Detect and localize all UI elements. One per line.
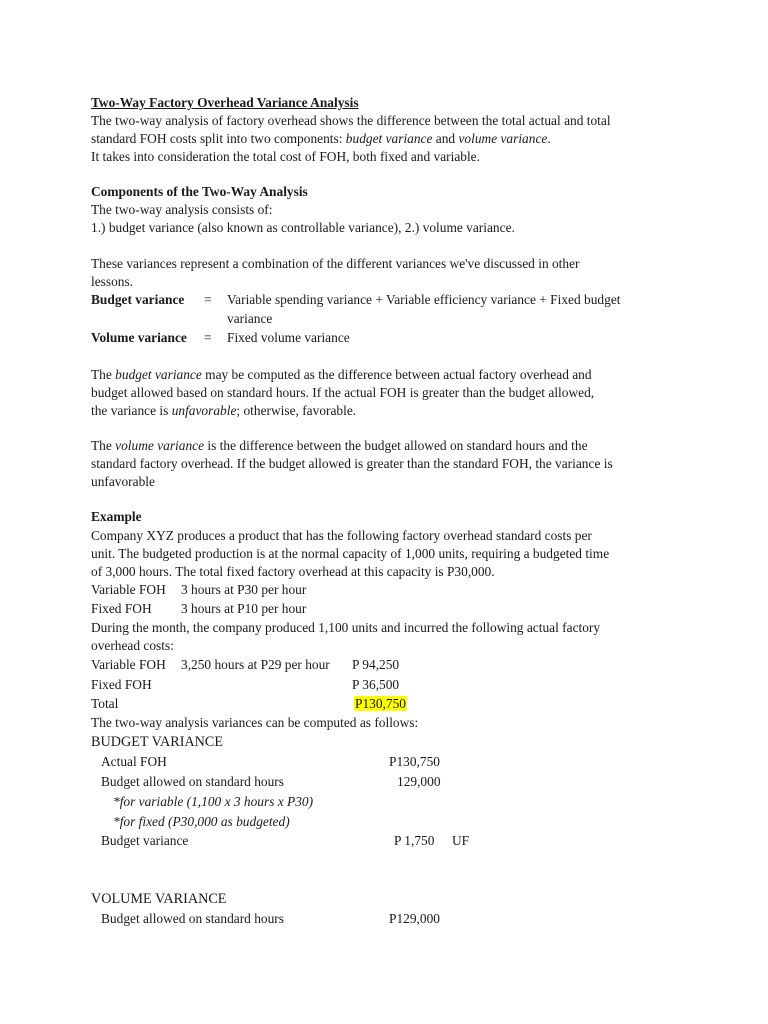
intro-line-1: The two-way analysis of factory overhead shows the difference between the total actual and total: [91, 113, 611, 128]
volume-variance-equals: =: [204, 330, 212, 345]
example-line-3: of 3,000 hours. The total fixed factory overhead at this capacity is P30,000.: [91, 564, 495, 579]
budget-para-line-1: The budget variance may be computed as the difference between actual factory overhead and: [91, 367, 592, 382]
volume-para-line-3: unfavorable: [91, 474, 155, 489]
budget-variance-result-flag: UF: [452, 833, 470, 848]
std-fixed-foh-label: Fixed FOH: [91, 601, 152, 616]
example-line-1: Company XYZ produces a product that has the following factory overhead standard costs per: [91, 528, 592, 543]
budget-variance-result-label: Budget variance: [101, 833, 189, 848]
std-fixed-foh-value: 3 hours at P10 per hour: [181, 601, 307, 616]
intro-line-3: It takes into consideration the total cost of FOH, both fixed and variable.: [91, 149, 480, 164]
budget-variance-equals: =: [204, 292, 212, 307]
example-line-5: overhead costs:: [91, 638, 174, 653]
actual-foh-amount: P130,750: [389, 754, 440, 769]
total-label: Total: [91, 696, 119, 711]
std-variable-foh-label: Variable FOH: [91, 582, 166, 597]
budget-variance-result-amount: P 1,750: [394, 833, 435, 848]
budget-variance-definition: Variable spending variance + Variable efficiency variance + Fixed budget: [227, 292, 621, 307]
volume-budget-allowed-amount: P129,000: [389, 911, 440, 926]
volume-variance-term: Volume variance: [91, 330, 187, 345]
intro-line-2: standard FOH costs split into two components: budget variance and volume variance.: [91, 131, 551, 146]
components-heading: Components of the Two-Way Analysis: [91, 184, 308, 199]
example-line-2: unit. The budgeted production is at the normal capacity of 1,000 units, requiring a budgeted time: [91, 546, 610, 561]
example-line-6: The two-way analysis variances can be computed as follows:: [91, 715, 419, 730]
budget-variance-heading: BUDGET VARIANCE: [91, 734, 224, 750]
variable-note: *for variable (1,100 x 3 hours x P30): [113, 794, 314, 809]
budget-variance-term: Budget variance: [91, 292, 185, 307]
volume-variance-definition: Fixed volume variance: [227, 330, 350, 345]
total-amount: [354, 695, 407, 713]
actual-foh-label: Actual FOH: [101, 754, 167, 769]
actual-variable-foh-amount: P 94,250: [352, 657, 400, 672]
budget-para-line-2: budget allowed based on standard hours. If the actual FOH is greater than the budget allowed,: [91, 385, 595, 400]
actual-fixed-foh-label: Fixed FOH: [91, 677, 152, 692]
total-amount-highlight: P130,750: [355, 696, 406, 711]
combo-line-2: lessons.: [91, 274, 134, 289]
components-line-2: 1.) budget variance (also known as controllable variance), 2.) volume variance.: [91, 220, 515, 235]
example-heading: Example: [91, 509, 142, 524]
budget-allowed-label: Budget allowed on standard hours: [101, 774, 284, 789]
document-title: Two-Way Factory Overhead Variance Analysis: [91, 95, 359, 110]
volume-para-line-1: The volume variance is the difference between the budget allowed on standard hours and the: [91, 438, 588, 453]
volume-para-line-2: standard factory overhead. If the budget allowed is greater than the standard FOH, the variance is: [91, 456, 613, 471]
budget-allowed-amount: 129,000: [397, 774, 441, 789]
volume-variance-heading: VOLUME VARIANCE: [91, 891, 227, 907]
actual-fixed-foh-amount: P 36,500: [352, 677, 400, 692]
combo-line-1: These variances represent a combination of the different variances we've discussed in other: [91, 256, 580, 271]
budget-para-line-3: the variance is unfavorable; otherwise, favorable.: [91, 403, 357, 418]
example-line-4: During the month, the company produced 1,100 units and incurred the following actual factory: [91, 620, 601, 635]
std-variable-foh-value: 3 hours at P30 per hour: [181, 582, 307, 597]
budget-variance-definition-cont: variance: [227, 311, 273, 326]
volume-budget-allowed-label: Budget allowed on standard hours: [101, 911, 284, 926]
actual-variable-foh-desc: 3,250 hours at P29 per hour: [181, 657, 330, 672]
components-line-1: The two-way analysis consists of:: [91, 202, 273, 217]
fixed-note: *for fixed (P30,000 as budgeted): [113, 814, 290, 829]
actual-variable-foh-label: Variable FOH: [91, 657, 166, 672]
